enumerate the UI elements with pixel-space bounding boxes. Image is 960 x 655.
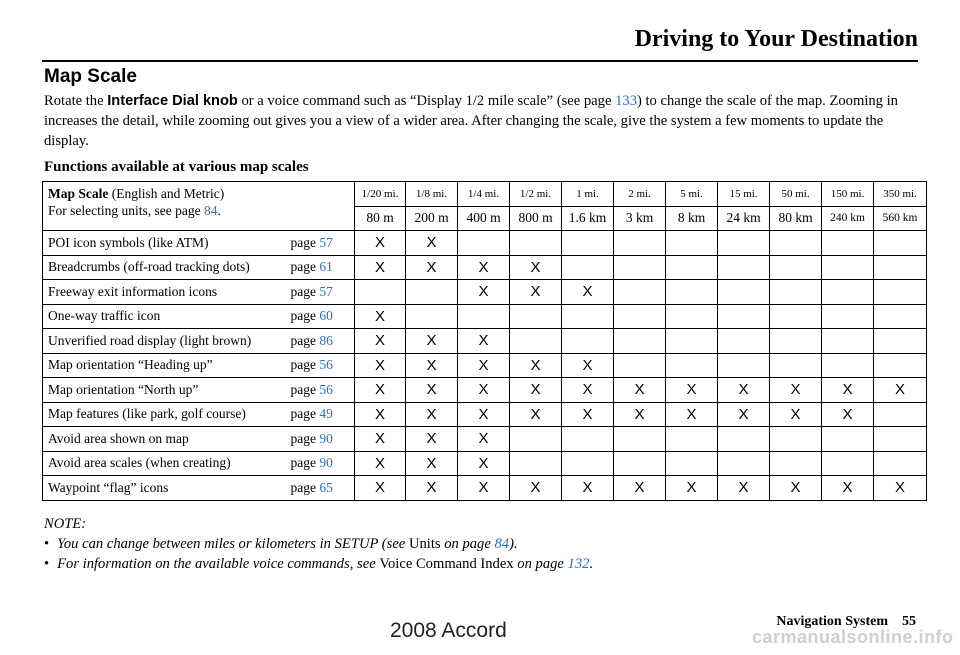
note-text: on page <box>440 536 495 552</box>
table-row <box>43 255 927 280</box>
availability-cell: X <box>355 304 406 329</box>
availability-cell <box>510 329 562 354</box>
function-name: POI icon symbols (like ATM) <box>43 231 287 256</box>
availability-cell: X <box>614 378 666 403</box>
function-name: Avoid area scales (when creating) <box>43 451 287 476</box>
availability-cell: X <box>458 427 510 452</box>
availability-cell: X <box>406 231 458 256</box>
availability-cell: X <box>355 451 406 476</box>
availability-cell <box>770 329 822 354</box>
availability-cell <box>614 451 666 476</box>
note-item <box>44 534 924 554</box>
availability-cell <box>562 255 614 280</box>
availability-cell: X <box>406 402 458 427</box>
map-scale-table <box>42 181 927 501</box>
availability-cell <box>718 304 770 329</box>
page-link-84[interactable]: 84 <box>203 203 218 218</box>
availability-cell <box>718 280 770 305</box>
page-ref-cell <box>287 476 355 501</box>
availability-cell: X <box>406 451 458 476</box>
page-word: page <box>290 406 320 422</box>
scale-miles-cell: 1/2 mi. <box>510 182 562 207</box>
availability-cell: X <box>458 378 510 403</box>
availability-cell <box>614 280 666 305</box>
voice-command-index-term: Voice Command Index <box>379 556 514 572</box>
page-word: page <box>290 455 320 471</box>
table-row <box>43 427 927 452</box>
scale-metric-cell: 240 km <box>822 206 874 231</box>
availability-cell <box>510 451 562 476</box>
availability-cell: X <box>666 402 718 427</box>
availability-cell <box>406 304 458 329</box>
footer-section: Navigation System <box>776 614 888 629</box>
availability-cell: X <box>458 329 510 354</box>
page-word: page <box>290 357 320 373</box>
page-ref-cell <box>287 451 355 476</box>
availability-cell <box>666 255 718 280</box>
page-link[interactable]: 56 <box>319 357 333 373</box>
availability-cell <box>874 427 927 452</box>
page-word: page <box>290 283 320 299</box>
scale-metric-cell: 80 km <box>770 206 822 231</box>
availability-cell <box>718 329 770 354</box>
note-text: on page <box>513 556 568 572</box>
availability-cell <box>770 427 822 452</box>
page-word: page <box>290 234 320 250</box>
page-link-132[interactable]: 132 <box>567 556 590 572</box>
page-ref-cell <box>287 402 355 427</box>
availability-cell: X <box>458 353 510 378</box>
scale-miles-cell: 1 mi. <box>562 182 614 207</box>
availability-cell <box>666 353 718 378</box>
scale-metric-cell: 400 m <box>458 206 510 231</box>
availability-cell <box>822 280 874 305</box>
availability-cell: X <box>562 402 614 427</box>
table-row <box>43 280 927 305</box>
availability-cell <box>666 231 718 256</box>
availability-cell: X <box>406 427 458 452</box>
availability-cell: X <box>510 280 562 305</box>
scale-miles-cell: 50 mi. <box>770 182 822 207</box>
availability-cell <box>874 280 927 305</box>
availability-cell <box>666 304 718 329</box>
intro-text-1: Rotate the <box>44 93 108 109</box>
table-row <box>43 304 927 329</box>
availability-cell: X <box>562 280 614 305</box>
availability-cell: X <box>355 353 406 378</box>
availability-cell <box>874 402 927 427</box>
table-row <box>43 476 927 501</box>
availability-cell: X <box>562 476 614 501</box>
units-text: For selecting units, see page <box>48 203 204 218</box>
availability-cell <box>822 353 874 378</box>
page-word: page <box>290 381 320 397</box>
table-row <box>43 329 927 354</box>
page-link[interactable]: 56 <box>319 381 333 397</box>
page-word: page <box>290 259 320 275</box>
availability-cell <box>770 280 822 305</box>
page-ref-cell <box>287 427 355 452</box>
page-word: page <box>290 479 320 495</box>
availability-cell: X <box>510 255 562 280</box>
page-word: page <box>290 430 320 446</box>
function-name: Avoid area shown on map <box>43 427 287 452</box>
availability-cell <box>822 427 874 452</box>
availability-cell <box>562 451 614 476</box>
function-name: One-way traffic icon <box>43 304 287 329</box>
scale-miles-cell: 5 mi. <box>666 182 718 207</box>
function-name: Map orientation “Heading up” <box>43 353 287 378</box>
availability-cell: X <box>666 476 718 501</box>
note-text: You can change between miles or kilometers in SETUP (see <box>57 536 409 552</box>
page-ref-cell <box>287 329 355 354</box>
scale-metric-cell: 24 km <box>718 206 770 231</box>
watermark-site: carmanualsonline.info <box>752 627 954 647</box>
availability-cell <box>822 329 874 354</box>
page-header-title: Driving to Your Destination <box>634 26 918 52</box>
page-link[interactable]: 90 <box>319 430 333 446</box>
page-ref-cell <box>287 280 355 305</box>
availability-cell <box>666 329 718 354</box>
page-link[interactable]: 61 <box>319 259 333 275</box>
page-link[interactable]: 60 <box>319 308 333 324</box>
scale-miles-cell: 1/4 mi. <box>458 182 510 207</box>
scale-miles-cell: 2 mi. <box>614 182 666 207</box>
availability-cell: X <box>355 231 406 256</box>
availability-cell: X <box>458 402 510 427</box>
availability-cell <box>874 329 927 354</box>
page-link[interactable]: 86 <box>319 332 333 348</box>
scale-miles-cell: 350 mi. <box>874 182 927 207</box>
availability-cell <box>718 255 770 280</box>
availability-cell <box>510 427 562 452</box>
availability-cell: X <box>458 476 510 501</box>
table-row <box>43 451 927 476</box>
availability-cell: X <box>874 378 927 403</box>
availability-cell: X <box>614 402 666 427</box>
map-scale-header-cell: Map Scale (English and Metric) For selecting units, see page 84. <box>43 182 355 231</box>
table-caption: Functions available at various map scales <box>44 159 309 175</box>
availability-cell <box>770 255 822 280</box>
availability-cell <box>718 231 770 256</box>
availability-cell: X <box>718 476 770 501</box>
availability-cell <box>562 304 614 329</box>
page-link-84-note[interactable]: 84 <box>494 536 510 552</box>
availability-cell <box>562 329 614 354</box>
page-link[interactable]: 57 <box>319 283 333 299</box>
availability-cell <box>562 231 614 256</box>
availability-cell: X <box>822 476 874 501</box>
availability-cell: X <box>770 402 822 427</box>
units-term: Units <box>408 536 441 552</box>
availability-cell <box>874 451 927 476</box>
availability-cell <box>458 231 510 256</box>
scale-miles-cell: 1/20 mi. <box>355 182 406 207</box>
map-scale-sub: (English and Metric) <box>108 186 225 201</box>
availability-cell <box>822 255 874 280</box>
availability-cell: X <box>458 255 510 280</box>
availability-cell <box>562 427 614 452</box>
scale-metric-cell: 800 m <box>510 206 562 231</box>
page-word: page <box>290 332 320 348</box>
availability-cell: X <box>355 427 406 452</box>
watermark-model: 2008 Accord <box>390 619 507 642</box>
page-link[interactable]: 49 <box>319 406 333 422</box>
page-number: 55 <box>902 614 916 629</box>
function-name: Map orientation “North up” <box>43 378 287 403</box>
watermark-bar <box>0 617 960 655</box>
function-name: Unverified road display (light brown) <box>43 329 287 354</box>
availability-cell: X <box>562 353 614 378</box>
availability-cell: X <box>718 402 770 427</box>
scale-metric-cell: 80 m <box>355 206 406 231</box>
availability-cell: X <box>355 329 406 354</box>
availability-cell: X <box>458 280 510 305</box>
map-scale-label: Map Scale <box>48 186 109 201</box>
availability-cell: X <box>406 476 458 501</box>
availability-cell <box>406 280 458 305</box>
availability-cell: X <box>510 353 562 378</box>
availability-cell <box>510 231 562 256</box>
availability-cell: X <box>874 476 927 501</box>
availability-cell: X <box>406 353 458 378</box>
availability-cell <box>874 255 927 280</box>
availability-cell: X <box>562 378 614 403</box>
availability-cell <box>822 451 874 476</box>
availability-cell <box>718 353 770 378</box>
page-ref-cell <box>287 304 355 329</box>
availability-cell <box>666 280 718 305</box>
page-link[interactable]: 57 <box>319 234 333 250</box>
note-item <box>44 554 924 574</box>
scale-metric-cell: 1.6 km <box>562 206 614 231</box>
scale-miles-cell: 150 mi. <box>822 182 874 207</box>
table-row <box>43 378 927 403</box>
availability-cell: X <box>458 451 510 476</box>
availability-cell <box>458 304 510 329</box>
availability-cell: X <box>770 476 822 501</box>
availability-cell: X <box>406 255 458 280</box>
table-row <box>43 231 927 256</box>
availability-cell <box>614 427 666 452</box>
availability-cell <box>874 231 927 256</box>
availability-cell: X <box>355 476 406 501</box>
note-block <box>44 514 924 574</box>
availability-cell: X <box>510 476 562 501</box>
note-text: ). <box>509 536 518 552</box>
availability-cell <box>666 427 718 452</box>
page-ref-cell <box>287 231 355 256</box>
function-name: Map features (like park, golf course) <box>43 402 287 427</box>
page-link[interactable]: 90 <box>319 455 333 471</box>
header-row-miles <box>43 182 927 207</box>
scale-miles-cell: 1/8 mi. <box>406 182 458 207</box>
availability-cell: X <box>406 378 458 403</box>
section-title: Map Scale <box>44 66 137 87</box>
availability-cell <box>770 451 822 476</box>
availability-cell <box>614 231 666 256</box>
availability-cell <box>874 353 927 378</box>
availability-cell <box>718 451 770 476</box>
scale-metric-cell: 3 km <box>614 206 666 231</box>
function-name: Freeway exit information icons <box>43 280 287 305</box>
intro-text-2: or a voice command such as “Display 1/2 mile scale” (see page <box>237 93 616 109</box>
availability-cell: X <box>822 378 874 403</box>
availability-cell <box>355 280 406 305</box>
page-ref-cell <box>287 353 355 378</box>
interface-dial-knob-term: Interface Dial knob <box>107 93 238 109</box>
scale-metric-cell: 8 km <box>666 206 718 231</box>
availability-cell <box>822 231 874 256</box>
function-name: Breadcrumbs (off-road tracking dots) <box>43 255 287 280</box>
note-text: For information on the available voice commands, see <box>57 556 380 572</box>
header-divider <box>42 60 918 62</box>
availability-cell: X <box>355 255 406 280</box>
intro-text-3: ) to change the scale of the map. Zooming in increases the detail, while zooming out gives you a view of a wider area. After changing the scale, give the system a few moments to update the display. <box>44 93 898 149</box>
availability-cell: X <box>718 378 770 403</box>
page-ref-cell <box>287 378 355 403</box>
availability-cell <box>614 329 666 354</box>
page-link[interactable]: 65 <box>319 479 333 495</box>
availability-cell: X <box>770 378 822 403</box>
page-word: page <box>290 308 320 324</box>
availability-cell <box>770 231 822 256</box>
availability-cell <box>666 451 718 476</box>
availability-cell <box>718 427 770 452</box>
scale-miles-cell: 15 mi. <box>718 182 770 207</box>
availability-cell: X <box>510 378 562 403</box>
availability-cell: X <box>406 329 458 354</box>
availability-cell: X <box>355 402 406 427</box>
availability-cell <box>614 255 666 280</box>
availability-cell <box>822 304 874 329</box>
page-link-133[interactable]: 133 <box>615 93 637 109</box>
availability-cell <box>614 353 666 378</box>
note-text: . <box>589 556 594 572</box>
availability-cell: X <box>510 402 562 427</box>
scale-metric-cell: 200 m <box>406 206 458 231</box>
function-name: Waypoint “flag” icons <box>43 476 287 501</box>
note-title: NOTE: <box>44 516 87 532</box>
availability-cell: X <box>666 378 718 403</box>
availability-cell: X <box>822 402 874 427</box>
availability-cell <box>770 304 822 329</box>
table-row <box>43 402 927 427</box>
scale-metric-cell: 560 km <box>874 206 927 231</box>
availability-cell <box>614 304 666 329</box>
availability-cell <box>770 353 822 378</box>
availability-cell: X <box>614 476 666 501</box>
availability-cell <box>874 304 927 329</box>
availability-cell <box>510 304 562 329</box>
intro-paragraph <box>44 91 924 151</box>
table-row <box>43 353 927 378</box>
availability-cell: X <box>355 378 406 403</box>
page-ref-cell <box>287 255 355 280</box>
